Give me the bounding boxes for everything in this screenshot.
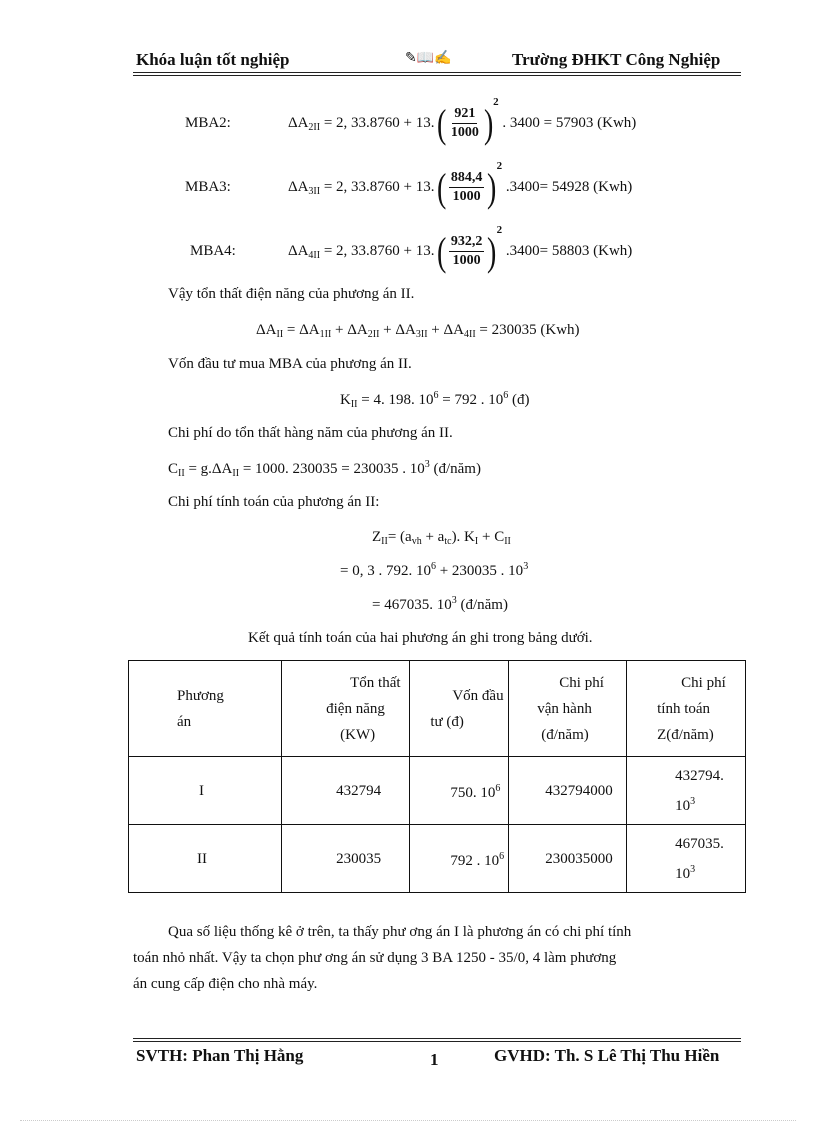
formula-label: MBA3: (185, 179, 231, 195)
header-rule-2 (133, 75, 741, 76)
formula-mba4: MBA4: $\Delta A_{4II} = 2$, 33.8760 + 13.( $\frac{932,2}{1000}$ )$^2$ .3400= 58803 (Kwh) (190, 224, 633, 274)
formula-mba3: MBA3: $\Delta A_{3II} = 2$, 33.8760 + 13.( $\frac{884,4}{1000}$ )$^2$ .3400= 54928 (Kwh) (185, 160, 633, 210)
page-number: 1 (430, 1050, 439, 1069)
header-loss: Tổn thất điện năng (KW) (282, 661, 410, 757)
table-header-row (129, 661, 746, 757)
paragraph-total-loss: Vậy tổn thất điện năng của phương án II. (168, 286, 415, 302)
closing-line-2: toán nhỏ nhất. Vậy ta chọn phư ơng án sử dụng 3 BA 1250 - 35/0, 4 làm phương (133, 950, 617, 966)
header-ornament-icon: ✎📖✍ (405, 51, 452, 66)
results-table (128, 660, 746, 893)
paragraph-investment: Vốn đầu tư mua MBA của phương án II. (168, 356, 412, 372)
closing-line-1: Qua số liệu thống kê ở trên, ta thấy phư ơng án I là phương án có chi phí tính (168, 924, 632, 940)
closing-line-3: án cung cấp điện cho nhà máy. (133, 976, 318, 992)
formula-mba2: MBA2: $\Delta A_{2II} = 2$, 33.8760 + 13.( $\frac{921}{1000}$ )$^2$ . 3400 = 57903 (Kwh) (185, 96, 637, 146)
paragraph-calculated-cost: Chi phí tính toán của phương án II: (168, 494, 380, 510)
header-plan: Phương án (129, 661, 282, 757)
table-row: I 432794 750. $10^6$ 432794000 432794. $10^3$ (129, 757, 746, 825)
table-row: II 230035 792 . $10^6$ 230035000 467035. $10^3$ (129, 825, 746, 893)
paragraph-annual-loss: Chi phí do tổn thất hàng năm của phương án II. (168, 425, 453, 441)
equation-investment: $K_{II} = 4$. 198. $10^6 = 792$ . $10^6$ (đ) (340, 390, 530, 410)
header-operating: Chi phí vận hành (đ/năm) (509, 661, 627, 757)
fraction: $\frac{921}{1000}$ (450, 106, 479, 141)
header-rule (133, 72, 741, 73)
header-total: Chi phí tính toán Z(đ/năm) (627, 661, 746, 757)
header-right: Trường ĐHKT Công Nghiệp (512, 50, 721, 69)
header-capital: Vốn đầu tư (đ) (410, 661, 509, 757)
footer-advisor: GVHD: Th. S Lê Thị Thu Hiền (494, 1046, 720, 1065)
footer-rule-2 (133, 1041, 741, 1042)
equation-z-line3: = 467035. $10^3$ (đ/năm) (372, 595, 508, 613)
paragraph-table-intro: Kết quả tính toán của hai phương án ghi trong bảng dưới. (248, 630, 593, 646)
equation-z-line2: = 0, 3 . 792. $10^6 + 230035$ . $10^3$ (340, 561, 529, 579)
footer-author: SVTH: Phan Thị Hằng (136, 1046, 304, 1065)
formula-label: MBA2: (185, 115, 231, 131)
page-bottom-edge (20, 1120, 796, 1121)
header-left: Khóa luận tốt nghiệp (136, 50, 290, 69)
equation-z-line1: $Z_{II}= (a_{vh} + a_{tc})$. $K_I + C_{II}$ (372, 529, 511, 547)
footer-rule (133, 1038, 741, 1039)
fraction: $\frac{884,4}{1000}$ (450, 170, 483, 205)
equation-total-loss: $\Delta A_{II} = \Delta A_{1II} + \Delta A_{2II} + \Delta A_{3II} + \Delta A_{4II} = 230035$ (Kwh) (256, 322, 580, 340)
fraction: $\frac{932,2}{1000}$ (450, 234, 483, 269)
formula-label: MBA4: (190, 243, 236, 259)
equation-annual-cost: $C_{II} = g.\Delta A_{II} = 1000$. 230035 = 230035 . $10^3$ (đ/năm) (168, 459, 481, 479)
